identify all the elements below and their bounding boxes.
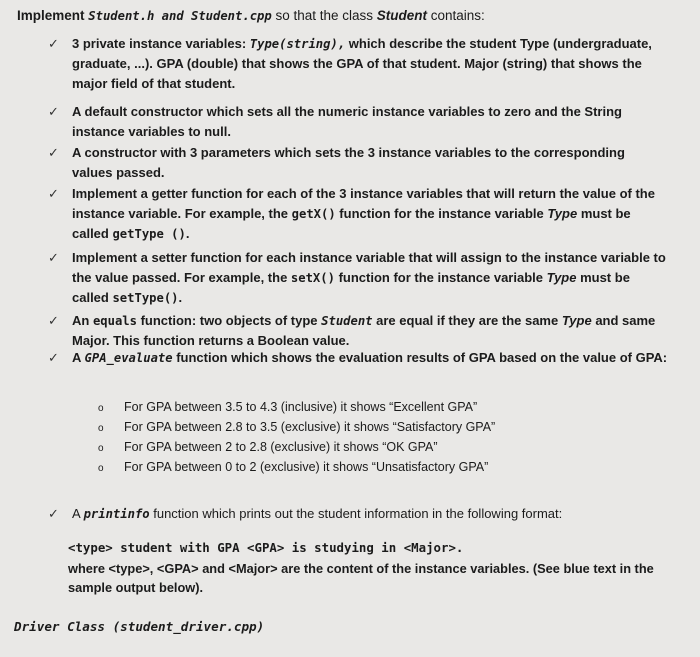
circle-bullet-icon: o <box>98 463 104 474</box>
intro-filenames: Student.h and Student.cpp <box>88 9 272 23</box>
requirement-text: A GPA_evaluate function which shows the evaluation results of GPA based on the value of GPA: <box>72 350 668 365</box>
requirement-text: Implement a setter function for each instance variable that will assign to the instance variable to the value passed. For example, the setX() function for the instance variable Type must be called setType(). <box>72 250 666 305</box>
requirement-text: An equals function: two objects of type Student are equal if they are the same Type and same Major. This function returns a Boolean value. <box>72 313 656 348</box>
format-explanation: where <type>, <GPA> and <Major> are the content of the instance variables. (See blue text in the sample output below). <box>68 561 654 595</box>
requirement-text: A default constructor which sets all the numeric instance variables to zero and the String instance variables to null. <box>72 104 622 139</box>
intro-text-1: Implement <box>17 8 89 23</box>
checkmark-icon: ✓ <box>48 36 59 51</box>
intro-text-3: contains: <box>427 8 485 23</box>
requirement-text: A constructor with 3 parameters which sets the 3 instance variables to the corresponding values passed. <box>72 145 625 180</box>
checkmark-icon: ✓ <box>48 145 59 160</box>
circle-bullet-icon: o <box>98 443 104 454</box>
requirement-instance-variables <box>48 34 668 96</box>
requirement-setters <box>48 248 668 308</box>
requirement-text: Implement a getter function for each of the 3 instance variables that will return the value of the instance variable. For example, the getX() function for the instance variable Type must be called getType (). <box>72 186 655 241</box>
checkmark-icon: ✓ <box>48 350 59 365</box>
gpa-range-item: o For GPA between 2.8 to 3.5 (exclusive) it shows “Satisfactory GPA” <box>98 417 495 439</box>
requirement-printinfo <box>48 504 668 526</box>
checkmark-icon: ✓ <box>48 506 59 521</box>
circle-bullet-icon: o <box>98 423 104 434</box>
intro-class-name: Student <box>376 8 428 23</box>
requirement-text: 3 private instance variables: Type(string), which describe the student Type (undergraduate, graduate, ...). GPA (double) that shows the GPA of that student. Major (string) that shows the major field of that student. <box>72 36 652 91</box>
gpa-range-item: o For GPA between 3.5 to 4.3 (inclusive) it shows “Excellent GPA” <box>98 397 477 419</box>
requirement-gpa-evaluate <box>48 348 668 388</box>
requirement-param-constructor <box>48 143 668 183</box>
gpa-range-item: o For GPA between 0 to 2 (exclusive) it shows “Unsatisfactory GPA” <box>98 457 488 479</box>
checkmark-icon: ✓ <box>48 313 59 328</box>
gpa-range-item: o For GPA between 2 to 2.8 (exclusive) it shows “OK GPA” <box>98 437 438 459</box>
driver-class-heading: Driver Class (student_driver.cpp) <box>14 619 265 634</box>
requirement-equals <box>48 311 668 351</box>
checkmark-icon: ✓ <box>48 186 59 201</box>
intro-text-2: so that the class <box>271 8 377 23</box>
checkmark-icon: ✓ <box>48 104 59 119</box>
requirement-text: A printinfo function which prints out the student information in the following format: <box>72 506 563 521</box>
intro-line <box>17 6 485 26</box>
requirement-getters <box>48 184 668 244</box>
requirement-default-constructor <box>48 102 668 142</box>
circle-bullet-icon: o <box>98 403 104 414</box>
print-format-line: <type> student with GPA <GPA> is studying in <Major>. <box>68 540 464 555</box>
checkmark-icon: ✓ <box>48 250 59 265</box>
